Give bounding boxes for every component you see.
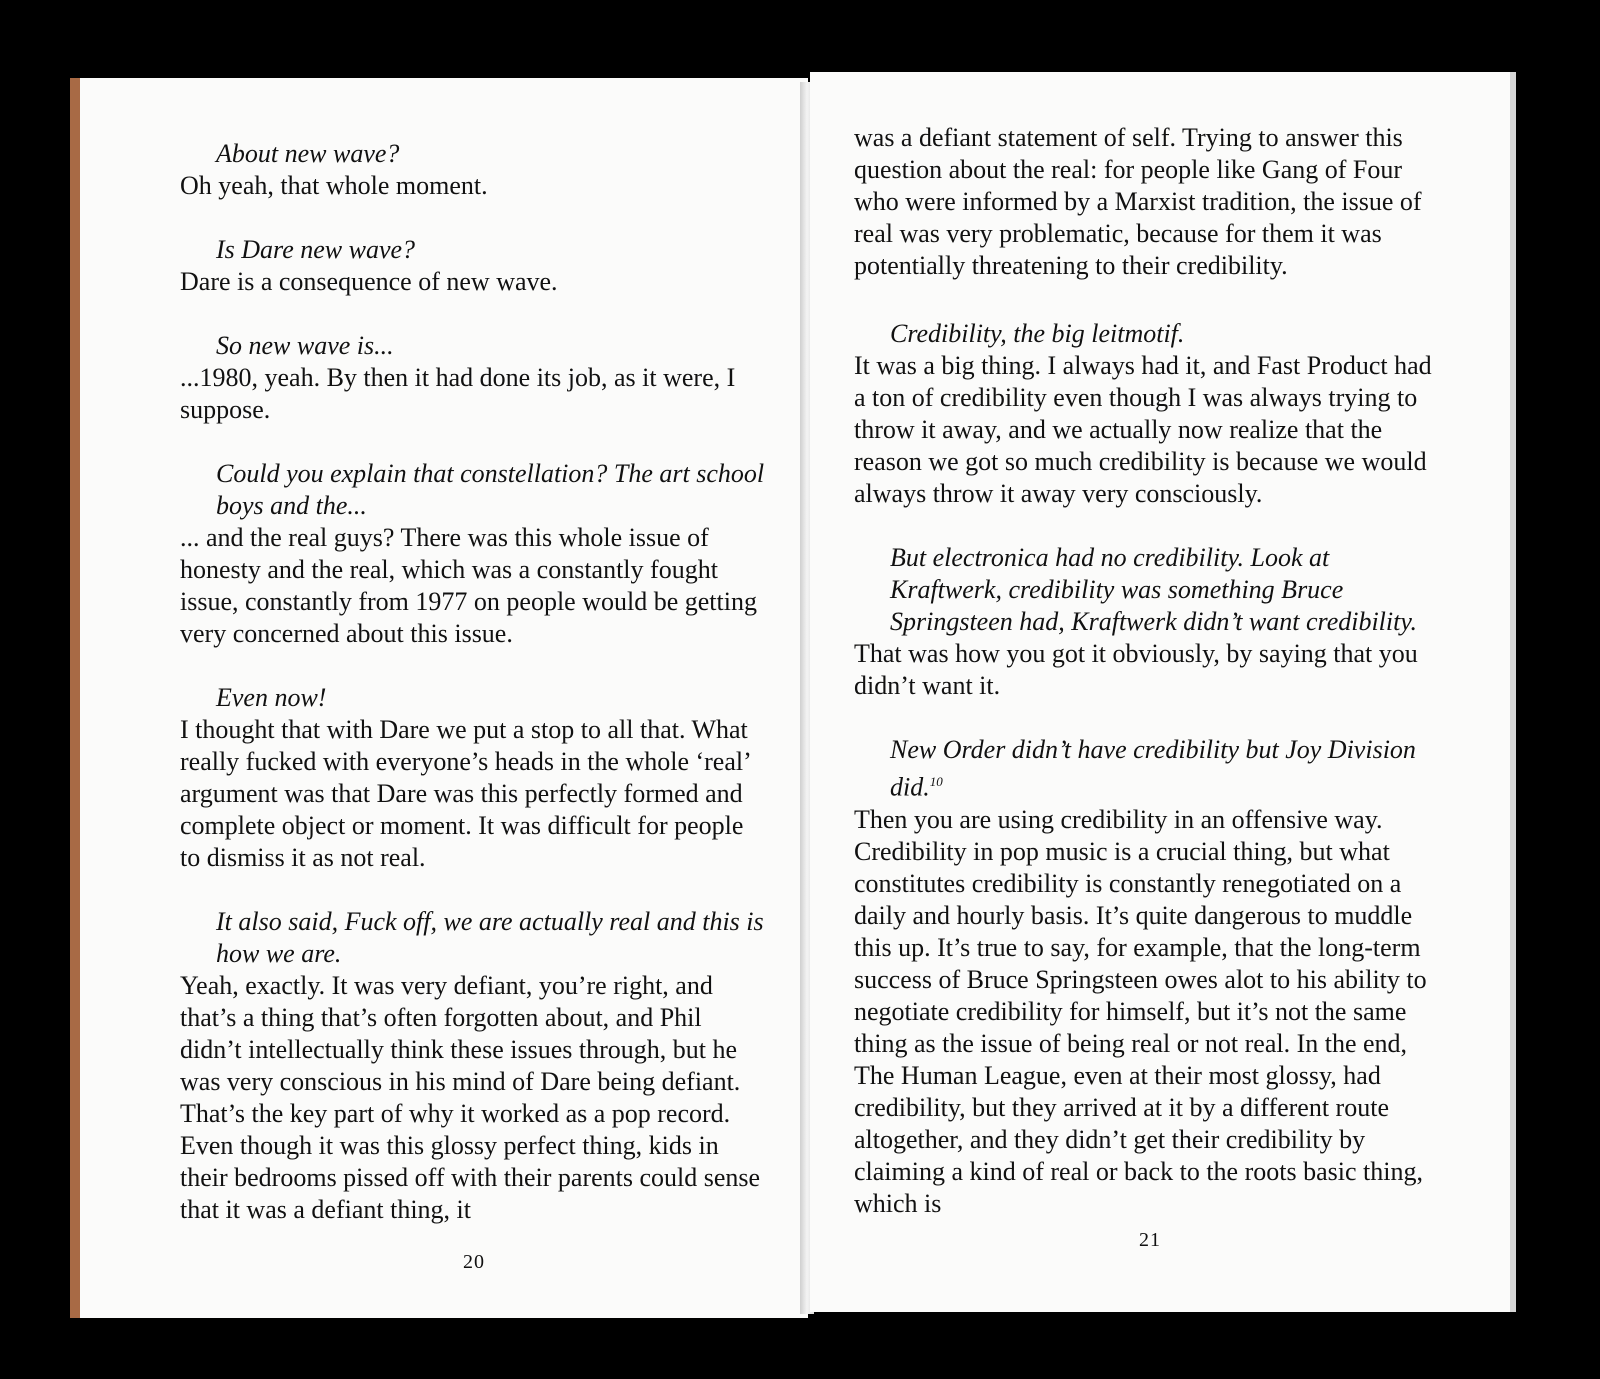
- answer: I thought that with Dare we put a stop to all that. What really fucked with everyone’s heads in the whole ‘real’ argument was that Dare was this perfectly formed and complete object or moment. It was difficult for people to dismiss it as not real.: [180, 715, 750, 872]
- question: Even now!: [216, 683, 327, 712]
- right-page: [810, 72, 1516, 1312]
- answer: Then you are using credibility in an offensive way. Credibility in pop music is a crucial thing, but what constitutes credibility is constantly renegotiated on a daily and hourly basis. It’s quite dangerous to muddle this up. It’s true to say, for example, that the long-term success of Bruce Springsteen owes alot to his ability to negotiate credibility for himself, but it’s not the same thing as the issue of being real or not real. In the end, The Human League, even at their most glossy, had credibility, but they arrived at it by a different route altogether, and they didn’t get their credibility by claiming a kind of real or back to the roots basic thing, which is: [854, 804, 1427, 1218]
- page-number: 21: [1139, 1229, 1161, 1251]
- question: But electronica had no credibility. Look at Kraftwerk, credibility was something Bruce Springsteen had, Kraftwerk didn’t want credibility.: [890, 543, 1417, 636]
- answer: Dare is a consequence of new wave.: [180, 267, 558, 296]
- answer: Yeah, exactly. It was very defiant, you’re right, and that’s a thing that’s often forgotten about, and Phil didn’t intellectually think these issues through, but he was very conscious in his mind of Dare being defiant. That’s the key part of why it worked as a pop record. Even though it was this glossy perfect thing, kids in their bedrooms pissed off with their parents could sense that it was a defiant thing, it: [180, 971, 761, 1224]
- continued-answer: was a defiant statement of self. Trying to answer this question about the real: for people like Gang of Four who were informed by a Marxist tradition, the issue of real was very problematic, because for them it was potentially threatening to their credibility.: [854, 123, 1422, 280]
- page-number: 20: [463, 1251, 485, 1273]
- question: Could you explain that constellation? The art school boys and the...: [216, 459, 765, 520]
- question: So new wave is...: [216, 331, 394, 360]
- question: It also said, Fuck off, we are actually real and this is how we are.: [216, 907, 764, 968]
- footnote-marker: 10: [929, 774, 943, 789]
- answer: That was how you got it obviously, by saying that you didn’t want it.: [854, 639, 1418, 700]
- left-page: [70, 78, 808, 1318]
- question: [854, 734, 1440, 804]
- answer: Oh yeah, that whole moment.: [180, 171, 488, 200]
- answer: ...1980, yeah. By then it had done its job, as it were, I suppose.: [180, 363, 736, 424]
- question: Credibility, the big leitmotif.: [890, 319, 1185, 348]
- answer: It was a big thing. I always had it, and Fast Product had a ton of credibility even though I was always trying to throw it away, and we actually now realize that the reason we got so much credibility is because we would always throw it away very consciously.: [854, 351, 1432, 508]
- question: Is Dare new wave?: [216, 235, 416, 264]
- answer: ... and the real guys? There was this whole issue of honesty and the real, which was a constantly fought issue, constantly from 1977 on people would be getting very concerned about this issue.: [180, 523, 757, 648]
- question: About new wave?: [216, 139, 400, 168]
- question-text: New Order didn’t have credibility but Joy Division did.: [890, 735, 1416, 802]
